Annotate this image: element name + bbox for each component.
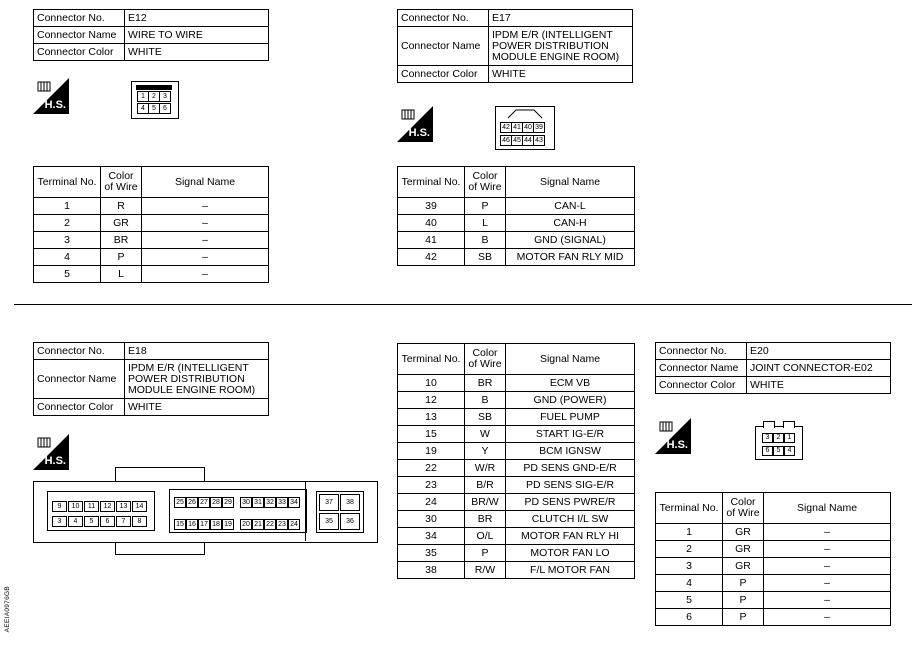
terminal-no-cell: 5 — [34, 266, 101, 283]
wire-color-cell: P — [465, 545, 506, 562]
wire-color-cell: P — [101, 249, 142, 266]
signal-name-cell: MOTOR FAN RLY MID — [506, 249, 635, 266]
terminal-no-cell: 39 — [398, 198, 465, 215]
table-row — [398, 528, 635, 545]
wire-color-cell: W/R — [465, 460, 506, 477]
connector-name-label: Connector Name — [34, 27, 125, 44]
connector-pin: 26 — [186, 497, 198, 508]
connector-pin: 20 — [240, 519, 252, 530]
table-row — [398, 392, 635, 409]
connector-pin: 12 — [100, 501, 115, 512]
connector-pin: 25 — [174, 497, 186, 508]
wire-color-cell: O/L — [465, 528, 506, 545]
connector-no-value: E20 — [747, 343, 891, 360]
connector-color-label: Connector Color — [34, 44, 125, 61]
color-of-wire-header: Color of Wire — [723, 493, 764, 524]
terminal-no-cell: 10 — [398, 375, 465, 392]
connector-pin: 40 — [522, 122, 534, 133]
wire-color-cell: L — [101, 266, 142, 283]
signal-name-cell: CAN-H — [506, 215, 635, 232]
connector-pin: 9 — [52, 501, 67, 512]
terminal-no-header: Terminal No. — [34, 167, 101, 198]
connector-name-value: IPDM E/R (INTELLIGENT POWER DISTRIBUTION MODULE ENGINE ROOM) — [125, 360, 269, 399]
wire-color-cell: W — [465, 426, 506, 443]
signal-name-cell: – — [142, 232, 269, 249]
connector-pin: 16 — [186, 519, 198, 530]
connector-pin: 14 — [132, 501, 147, 512]
section-divider — [14, 304, 912, 305]
wire-color-cell: GR — [723, 558, 764, 575]
signal-name-cell: ECM VB — [506, 375, 635, 392]
table-row — [398, 477, 635, 494]
connector-pin: 41 — [511, 122, 523, 133]
connector-pin: 36 — [340, 513, 360, 530]
connector-pin: 5 — [148, 103, 160, 114]
connector-name-label: Connector Name — [34, 360, 125, 399]
terminal-no-cell: 38 — [398, 562, 465, 579]
terminal-no-cell: 34 — [398, 528, 465, 545]
terminal-no-cell: 1 — [656, 524, 723, 541]
signal-name-header: Signal Name — [506, 344, 635, 375]
connector-no-label: Connector No. — [656, 343, 747, 360]
connector-pin: 21 — [252, 519, 264, 530]
e18-terminal-table — [397, 343, 635, 579]
signal-name-cell: – — [142, 215, 269, 232]
hs-label: H.S. — [666, 439, 688, 451]
table-row — [656, 541, 891, 558]
table-row — [656, 558, 891, 575]
terminal-no-cell: 41 — [398, 232, 465, 249]
connector-pin: 46 — [500, 135, 512, 146]
wire-color-cell: GR — [723, 541, 764, 558]
connector-pin: 42 — [500, 122, 512, 133]
harness-side-icon — [33, 78, 69, 114]
connector-pin: 15 — [174, 519, 186, 530]
table-row — [398, 511, 635, 528]
signal-name-cell: START IG-E/R — [506, 426, 635, 443]
connector-lock-top — [115, 467, 205, 482]
connector-pin: 34 — [288, 497, 300, 508]
e18-connector-info — [33, 342, 269, 416]
terminal-no-cell: 2 — [656, 541, 723, 558]
e12-connector-face — [131, 81, 179, 119]
terminal-no-cell: 42 — [398, 249, 465, 266]
hs-label: H.S. — [44, 455, 66, 467]
wire-color-cell: L — [465, 215, 506, 232]
connector-color-value: WHITE — [747, 377, 891, 394]
signal-name-cell: – — [764, 609, 891, 626]
signal-name-cell: – — [764, 558, 891, 575]
connector-color-value: WHITE — [125, 399, 269, 416]
signal-name-header: Signal Name — [764, 493, 891, 524]
table-row — [34, 215, 269, 232]
connector-color-value: WHITE — [489, 66, 633, 83]
connector-no-value: E17 — [489, 10, 633, 27]
connector-pin: 2 — [773, 433, 784, 443]
signal-name-cell: GND (POWER) — [506, 392, 635, 409]
table-row — [34, 266, 269, 283]
connector-pin: 1 — [784, 433, 795, 443]
signal-name-cell: – — [142, 266, 269, 283]
terminal-no-cell: 22 — [398, 460, 465, 477]
connector-pin: 2 — [148, 91, 160, 102]
table-row — [398, 215, 635, 232]
signal-name-cell: FUEL PUMP — [506, 409, 635, 426]
connector-pin: 3 — [52, 516, 67, 527]
color-of-wire-header: Color of Wire — [465, 344, 506, 375]
connector-pin: 44 — [522, 135, 534, 146]
e17-connector-face — [495, 106, 555, 150]
connector-pin: 19 — [222, 519, 234, 530]
terminal-no-cell: 23 — [398, 477, 465, 494]
terminal-no-header: Terminal No. — [656, 493, 723, 524]
wire-color-cell: BR — [465, 375, 506, 392]
table-row — [398, 409, 635, 426]
connector-no-label: Connector No. — [398, 10, 489, 27]
e20-connector-face — [755, 426, 803, 460]
connector-no-label: Connector No. — [34, 10, 125, 27]
wire-color-cell: P — [723, 609, 764, 626]
hs-label: H.S. — [408, 127, 430, 139]
connector-pin: 4 — [784, 446, 795, 456]
connector-pin: 27 — [198, 497, 210, 508]
wire-color-cell: P — [723, 592, 764, 609]
connector-name-label: Connector Name — [656, 360, 747, 377]
wire-color-cell: B — [465, 232, 506, 249]
signal-name-cell: BCM IGNSW — [506, 443, 635, 460]
connector-pin: 38 — [340, 494, 360, 511]
connector-pin: 23 — [276, 519, 288, 530]
terminal-no-cell: 4 — [34, 249, 101, 266]
table-row — [34, 232, 269, 249]
wire-color-cell: R/W — [465, 562, 506, 579]
connector-color-label: Connector Color — [34, 399, 125, 416]
connector-pin: 7 — [116, 516, 131, 527]
e17-terminal-table — [397, 166, 635, 266]
signal-name-cell: PD SENS SIG-E/R — [506, 477, 635, 494]
connector-pin: 4 — [137, 103, 149, 114]
connector-pin: 30 — [240, 497, 252, 508]
e18-connector-face — [33, 467, 378, 555]
harness-side-icon — [397, 106, 433, 142]
terminal-no-cell: 2 — [34, 215, 101, 232]
connector-pin: 5 — [773, 446, 784, 456]
terminal-no-cell: 5 — [656, 592, 723, 609]
wire-color-cell: P — [723, 575, 764, 592]
signal-name-cell: – — [764, 575, 891, 592]
connector-name-value: JOINT CONNECTOR-E02 — [747, 360, 891, 377]
color-of-wire-header: Color of Wire — [101, 167, 142, 198]
table-row — [398, 494, 635, 511]
signal-name-cell: GND (SIGNAL) — [506, 232, 635, 249]
connector-pin: 5 — [84, 516, 99, 527]
signal-name-cell: CLUTCH I/L SW — [506, 511, 635, 528]
connector-no-label: Connector No. — [34, 343, 125, 360]
connector-lock — [506, 107, 544, 119]
connector-lock — [136, 85, 172, 90]
e17-connector-info — [397, 9, 633, 83]
terminal-no-cell: 19 — [398, 443, 465, 460]
table-row — [398, 562, 635, 579]
signal-name-cell: PD SENS PWRE/R — [506, 494, 635, 511]
connector-pin: 6 — [762, 446, 773, 456]
connector-pin: 3 — [762, 433, 773, 443]
wire-color-cell: BR — [101, 232, 142, 249]
signal-name-cell: – — [764, 592, 891, 609]
wire-color-cell: B/R — [465, 477, 506, 494]
table-row — [398, 249, 635, 266]
connector-pin: 45 — [511, 135, 523, 146]
table-row — [398, 460, 635, 477]
e20-connector-info — [655, 342, 891, 394]
connector-name-value: WIRE TO WIRE — [125, 27, 269, 44]
connector-lock-bottom — [115, 541, 205, 555]
connector-no-value: E18 — [125, 343, 269, 360]
table-row — [398, 545, 635, 562]
wire-color-cell: BR/W — [465, 494, 506, 511]
signal-name-cell: F/L MOTOR FAN — [506, 562, 635, 579]
connector-name-label: Connector Name — [398, 27, 489, 66]
terminal-no-cell: 35 — [398, 545, 465, 562]
connector-pin: 29 — [222, 497, 234, 508]
connector-pin: 8 — [132, 516, 147, 527]
wire-color-cell: SB — [465, 249, 506, 266]
wire-color-cell: BR — [465, 511, 506, 528]
terminal-no-header: Terminal No. — [398, 344, 465, 375]
terminal-no-cell: 40 — [398, 215, 465, 232]
connector-pin: 22 — [264, 519, 276, 530]
table-row — [398, 443, 635, 460]
wire-color-cell: Y — [465, 443, 506, 460]
connector-pin: 4 — [68, 516, 83, 527]
connector-pin: 33 — [276, 497, 288, 508]
terminal-no-cell: 1 — [34, 198, 101, 215]
e12-connector-info — [33, 9, 269, 61]
table-row — [34, 249, 269, 266]
connector-pin: 24 — [288, 519, 300, 530]
color-of-wire-header: Color of Wire — [465, 167, 506, 198]
harness-side-icon — [655, 418, 691, 454]
terminal-no-cell: 24 — [398, 494, 465, 511]
table-row — [656, 524, 891, 541]
connector-pin: 31 — [252, 497, 264, 508]
e20-terminal-table — [655, 492, 891, 626]
terminal-no-cell: 3 — [656, 558, 723, 575]
connector-pin: 6 — [100, 516, 115, 527]
connector-color-value: WHITE — [125, 44, 269, 61]
wire-color-cell: GR — [723, 524, 764, 541]
wire-color-cell: GR — [101, 215, 142, 232]
connector-pin: 6 — [159, 103, 171, 114]
signal-name-cell: – — [142, 198, 269, 215]
wire-color-cell: P — [465, 198, 506, 215]
table-row — [398, 375, 635, 392]
terminal-no-cell: 30 — [398, 511, 465, 528]
signal-name-cell: – — [764, 541, 891, 558]
terminal-no-cell: 4 — [656, 575, 723, 592]
wire-color-cell: B — [465, 392, 506, 409]
hs-label: H.S. — [44, 99, 66, 111]
connector-pin: 1 — [137, 91, 149, 102]
connector-lock — [763, 421, 775, 428]
connector-no-value: E12 — [125, 10, 269, 27]
terminal-no-cell: 12 — [398, 392, 465, 409]
terminal-no-cell: 13 — [398, 409, 465, 426]
connector-pin: 43 — [533, 135, 545, 146]
table-row — [398, 426, 635, 443]
connector-pin: 13 — [116, 501, 131, 512]
e12-terminal-table — [33, 166, 269, 283]
connector-pin: 18 — [210, 519, 222, 530]
connector-pin: 10 — [68, 501, 83, 512]
figure-id: AEEIA0976GB — [4, 586, 11, 633]
signal-name-cell: PD SENS GND-E/R — [506, 460, 635, 477]
signal-name-header: Signal Name — [506, 167, 635, 198]
divider-line — [305, 481, 306, 541]
signal-name-cell: – — [142, 249, 269, 266]
connector-pin: 3 — [159, 91, 171, 102]
connector-color-label: Connector Color — [656, 377, 747, 394]
connector-lock — [783, 421, 795, 428]
connector-pin: 35 — [319, 513, 339, 530]
connector-pin: 17 — [198, 519, 210, 530]
connector-name-value: IPDM E/R (INTELLIGENT POWER DISTRIBUTION MODULE ENGINE ROOM) — [489, 27, 633, 66]
table-row — [656, 592, 891, 609]
connector-pin: 11 — [84, 501, 99, 512]
connector-pin: 37 — [319, 494, 339, 511]
table-row — [34, 198, 269, 215]
terminal-no-cell: 15 — [398, 426, 465, 443]
signal-name-cell: – — [764, 524, 891, 541]
signal-name-cell: MOTOR FAN RLY HI — [506, 528, 635, 545]
table-row — [398, 232, 635, 249]
table-row — [656, 575, 891, 592]
connector-pin: 39 — [533, 122, 545, 133]
terminal-no-cell: 3 — [34, 232, 101, 249]
terminal-no-header: Terminal No. — [398, 167, 465, 198]
terminal-no-cell: 6 — [656, 609, 723, 626]
connector-pin: 32 — [264, 497, 276, 508]
wire-color-cell: SB — [465, 409, 506, 426]
table-row — [656, 609, 891, 626]
signal-name-cell: MOTOR FAN LO — [506, 545, 635, 562]
connector-color-label: Connector Color — [398, 66, 489, 83]
signal-name-header: Signal Name — [142, 167, 269, 198]
harness-side-icon — [33, 434, 69, 470]
table-row — [398, 198, 635, 215]
signal-name-cell: CAN-L — [506, 198, 635, 215]
connector-pin: 28 — [210, 497, 222, 508]
wire-color-cell: R — [101, 198, 142, 215]
